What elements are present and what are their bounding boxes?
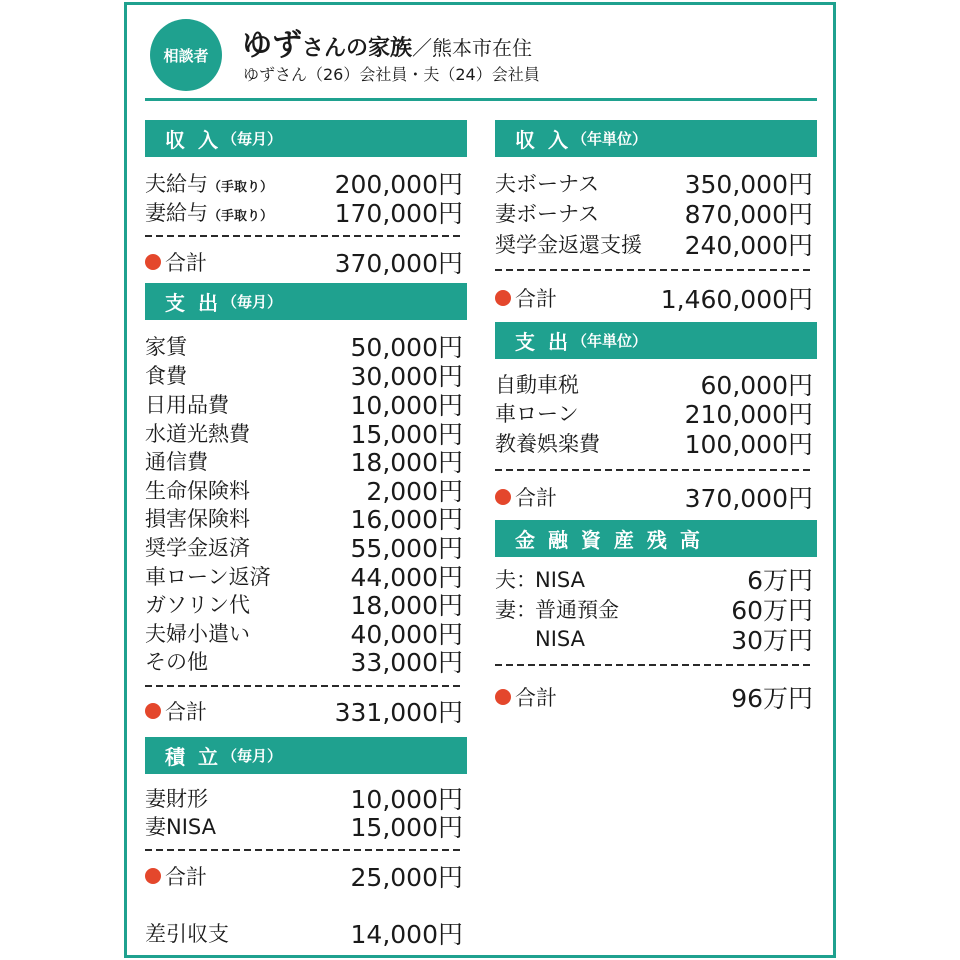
item-label: [145, 197, 273, 227]
family-name-suffix: さんの家族: [302, 36, 413, 61]
total-amount: 370,000円: [334, 248, 463, 278]
item-label: 夫婦小遣い: [145, 621, 250, 646]
section-title: 収 入: [165, 128, 221, 152]
item-label: 教養娯楽費: [495, 431, 600, 456]
item-label: 日用品費: [145, 392, 229, 417]
balance-amount: 14,000円: [350, 919, 463, 949]
item-label: 奨学金返還支援: [495, 232, 642, 257]
asset-owner: 夫：: [495, 567, 537, 592]
total-label: [145, 696, 207, 726]
section-title: 支 出: [165, 291, 221, 315]
item-amount: 44,000円: [350, 562, 463, 592]
section-title: 支 出: [515, 330, 571, 354]
item-amount: 200,000円: [334, 169, 463, 199]
total-row: [145, 247, 463, 276]
item-amount: 18,000円: [350, 590, 463, 620]
list-item: [145, 197, 463, 226]
list-item: [145, 811, 463, 840]
section-title: 積 立: [165, 745, 221, 769]
item-amount: 60,000円: [700, 370, 813, 400]
red-dot-icon: [145, 868, 161, 884]
item-label: 損害保険料: [145, 506, 250, 531]
item-label: [495, 627, 585, 651]
item-label: 生命保険料: [145, 478, 250, 503]
total-label-text: 合計: [165, 250, 207, 275]
item-label-text: NISA: [535, 626, 585, 651]
item-amount: 50,000円: [350, 332, 463, 362]
item-label: 食費: [145, 363, 187, 388]
item-label: 自動車税: [495, 372, 579, 397]
item-amount: 240,000円: [684, 230, 813, 260]
dashed-divider: [495, 664, 813, 666]
total-row: [495, 682, 813, 711]
asset-owner: 妻：: [495, 597, 537, 622]
total-row: [495, 283, 813, 312]
section-header-monthly-savings: [145, 737, 467, 774]
item-amount: 6万円: [747, 565, 813, 595]
item-label: 水道光熱費: [145, 421, 250, 446]
total-row: [145, 696, 463, 725]
item-label-text: 普通預金: [535, 597, 619, 622]
section-header-financial-assets: [495, 520, 817, 557]
list-item: [495, 564, 813, 593]
family-members: ゆずさん（26）会社員・夫（24）会社員: [243, 65, 540, 84]
item-amount: 2,000円: [366, 476, 463, 506]
total-amount: 25,000円: [350, 862, 463, 892]
total-label: [495, 682, 557, 712]
section-header-monthly-income: [145, 120, 467, 157]
total-row: [495, 482, 813, 511]
total-label-text: 合計: [165, 699, 207, 724]
list-item: [495, 428, 813, 457]
item-label: 夫ボーナス: [495, 171, 600, 196]
item-label: 妻財形: [145, 786, 208, 811]
section-title: 金 融 資 産 残 高: [515, 528, 703, 552]
total-label: [495, 482, 557, 512]
total-label-text: 合計: [165, 864, 207, 889]
dashed-divider: [145, 235, 463, 237]
total-label: [145, 247, 207, 277]
total-row: [145, 861, 463, 890]
item-amount: 15,000円: [350, 812, 463, 842]
item-label: 通信費: [145, 449, 208, 474]
section-period: （毎月）: [221, 747, 282, 765]
total-label-text: 合計: [515, 286, 557, 311]
item-amount: 40,000円: [350, 619, 463, 649]
list-item: [495, 624, 813, 653]
monthly-column: [145, 0, 467, 960]
section-header-annual-income: [495, 120, 817, 157]
item-amount: 350,000円: [684, 169, 813, 199]
item-amount: 30,000円: [350, 361, 463, 391]
item-label-text: 夫給与: [145, 171, 208, 196]
list-item: [495, 594, 813, 623]
dashed-divider: [145, 849, 463, 851]
annual-column: [495, 0, 817, 960]
family-name: ゆず: [242, 28, 302, 63]
item-label: 妻ボーナス: [495, 201, 600, 226]
item-label-text: 妻給与: [145, 200, 208, 225]
total-label: [495, 283, 557, 313]
list-item: [495, 229, 813, 258]
section-header-monthly-expenses: [145, 283, 467, 320]
item-amount: 16,000円: [350, 504, 463, 534]
item-label: 車ローン: [495, 401, 579, 426]
item-amount: 100,000円: [684, 429, 813, 459]
item-label: [495, 594, 619, 624]
total-amount: 96万円: [731, 683, 813, 713]
total-label: [145, 861, 207, 891]
total-amount: 370,000円: [684, 483, 813, 513]
item-note: （手取り）: [208, 179, 274, 195]
red-dot-icon: [495, 489, 511, 505]
section-header-annual-expenses: [495, 322, 817, 359]
item-label: ガソリン代: [145, 592, 250, 617]
item-amount: 30万円: [731, 625, 813, 655]
total-amount: 331,000円: [334, 697, 463, 727]
family-location: ／熊本市在住: [412, 36, 533, 60]
list-item: [495, 198, 813, 227]
item-amount: 10,000円: [350, 390, 463, 420]
consultant-badge-label: 相談者: [163, 46, 209, 65]
item-amount: 870,000円: [684, 199, 813, 229]
item-amount: 10,000円: [350, 784, 463, 814]
item-label: 家賃: [145, 334, 187, 359]
red-dot-icon: [145, 703, 161, 719]
list-item: [495, 168, 813, 197]
dashed-divider: [495, 269, 813, 271]
total-label-text: 合計: [515, 685, 557, 710]
dashed-divider: [145, 685, 463, 687]
balance-row: [145, 918, 463, 947]
item-note: （手取り）: [208, 208, 274, 224]
total-amount: 1,460,000円: [660, 284, 813, 314]
item-amount: 55,000円: [350, 533, 463, 563]
section-period: （毎月）: [221, 293, 282, 311]
item-label: 奨学金返済: [145, 535, 250, 560]
item-label: [145, 168, 273, 198]
item-amount: 60万円: [731, 595, 813, 625]
item-label: [495, 564, 585, 594]
item-amount: 33,000円: [350, 647, 463, 677]
item-label: その他: [145, 649, 208, 674]
item-label: 妻NISA: [145, 814, 216, 839]
item-amount: 170,000円: [334, 198, 463, 228]
red-dot-icon: [145, 254, 161, 270]
red-dot-icon: [495, 290, 511, 306]
section-period: （毎月）: [221, 130, 282, 148]
item-amount: 15,000円: [350, 419, 463, 449]
balance-label: 差引収支: [145, 921, 229, 946]
item-amount: 210,000円: [684, 399, 813, 429]
total-label-text: 合計: [515, 485, 557, 510]
section-period: （年単位）: [571, 130, 647, 148]
red-dot-icon: [495, 689, 511, 705]
item-label-text: NISA: [535, 567, 585, 592]
section-period: （年単位）: [571, 332, 647, 350]
list-item: [145, 646, 463, 675]
item-amount: 18,000円: [350, 447, 463, 477]
list-item: [495, 398, 813, 427]
dashed-divider: [495, 469, 813, 471]
item-label: 車ローン返済: [145, 564, 271, 589]
section-title: 収 入: [515, 128, 571, 152]
